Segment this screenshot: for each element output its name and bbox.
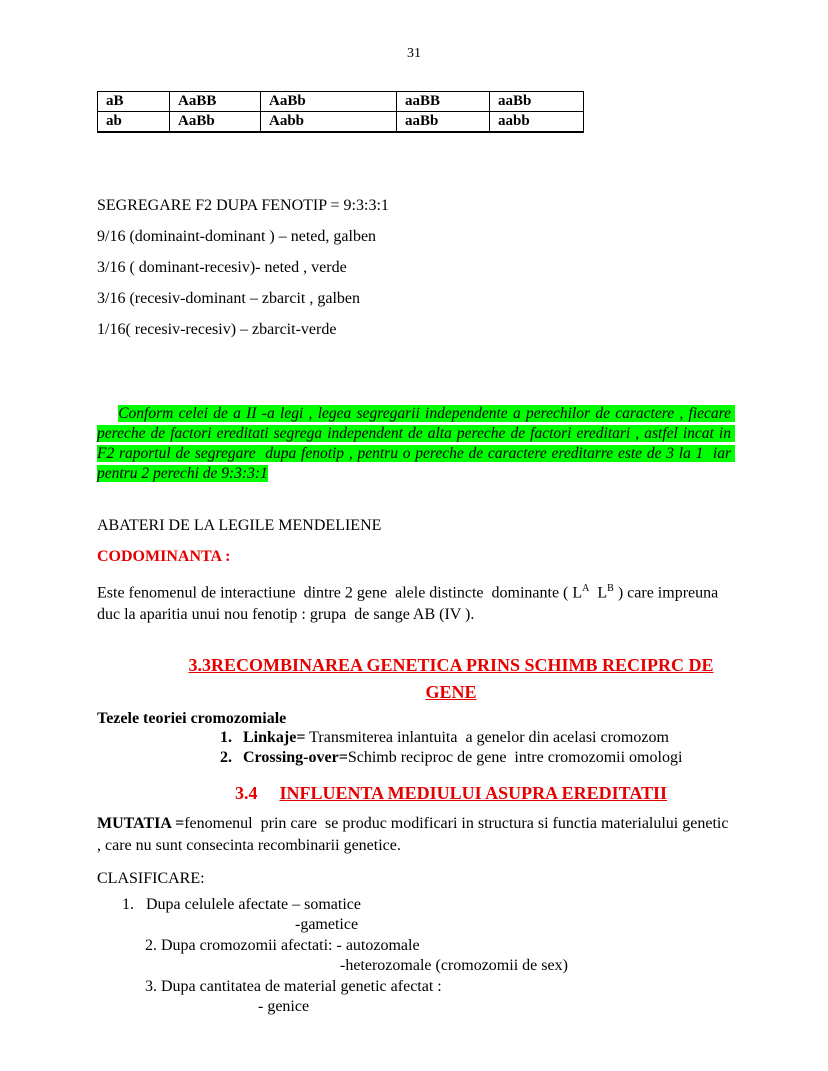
- clasificare-item: 1. Dupa celulele afectate – somatice: [122, 895, 361, 913]
- highlighted-note: [97, 384, 735, 504]
- codominanta-heading: CODOMINANTA :: [97, 547, 231, 565]
- table-cell: aabb: [490, 112, 584, 132]
- table-cell: aaBb: [397, 112, 490, 132]
- table-cell: aB: [98, 92, 170, 112]
- item-term: Crossing-over=: [243, 748, 348, 766]
- tezele-heading: Tezele teoriei cromozomiale: [97, 709, 287, 727]
- table-cell: aaBB: [397, 92, 490, 112]
- table-row: [98, 92, 584, 112]
- item-term: Linkaje=: [243, 728, 306, 746]
- item-number: 2.: [220, 748, 232, 766]
- table-cell: AaBB: [170, 92, 261, 112]
- clasificare-item: 2. Dupa cromozomii afectati: - autozomale: [145, 936, 420, 954]
- table-row: [98, 112, 584, 132]
- segregation-title: SEGREGARE F2 DUPA FENOTIP = 9:3:3:1: [97, 196, 389, 214]
- abateri-heading: ABATERI DE LA LEGILE MENDELIENE: [97, 516, 382, 534]
- genotype-table: [97, 91, 584, 133]
- section-3-3-heading: [97, 652, 731, 706]
- codominanta-body: [97, 578, 731, 626]
- mutatia-text: fenomenul prin care se produc modificari in structura si functia materialului genetic , care nu sunt consecinta recombinarii genetice.: [97, 814, 733, 854]
- codominanta-body-part3: ) care impreuna duc la aparitia unui nou fenotip : grupa de sange AB (IV ).: [97, 583, 723, 623]
- heading-line: GENE: [425, 681, 477, 702]
- superscript-allele-a: A: [582, 582, 590, 594]
- segregation-line: 1/16( recesiv-recesiv) – zbarcit-verde: [97, 320, 337, 338]
- table-cell: AaBb: [261, 92, 397, 112]
- codominanta-body-part2: L: [589, 583, 608, 601]
- section-3-4-heading: [97, 780, 731, 807]
- highlighted-note-text: Conform celei de a II -a legi , legea segregarii independente a perechilor de caractere , fiecare pereche de factori ereditati segrega independent de alta pereche de factori ereditari , astfel incat in F2 raportul de segregare dupa fenotip , pentru o pereche de caractere ereditarre este de 3 la 1 iar pentru 2 perechi de 9:3:3:1: [97, 404, 735, 482]
- clasificare-subitem: -gametice: [295, 916, 359, 934]
- superscript-allele-b: B: [607, 582, 614, 594]
- mutatia-paragraph: [97, 813, 731, 857]
- table-cell: Aabb: [261, 112, 397, 132]
- mutatia-term: MUTATIA =: [97, 814, 185, 832]
- table-cell: ab: [98, 112, 170, 132]
- item-text: Transmiterea inlantuita a genelor din acelasi cromozom: [305, 728, 669, 746]
- clasificare-item: 3. Dupa cantitatea de material genetic afectat :: [145, 977, 442, 995]
- segregation-line: 3/16 (recesiv-dominant – zbarcit , galben: [97, 289, 361, 307]
- section-number: 3.4: [234, 782, 258, 803]
- section-title: INFLUENTA MEDIULUI ASUPRA EREDITATII: [279, 782, 668, 803]
- clasificare-subitem: - genice: [258, 998, 310, 1016]
- tezele-item: [220, 728, 731, 748]
- item-text: Schimb reciproc de gene intre cromozomii omologi: [347, 748, 683, 766]
- item-number: 1.: [220, 728, 232, 746]
- tezele-item: [220, 748, 731, 768]
- segregation-line: 9/16 (dominaint-dominant ) – neted, galben: [97, 227, 377, 245]
- clasificare-heading: CLASIFICARE:: [97, 869, 205, 887]
- codominanta-body-part1: Este fenomenul de interactiune dintre 2 gene alele distincte dominante ( L: [97, 583, 583, 601]
- heading-line: 3.3RECOMBINAREA GENETICA PRINS SCHIMB RECIPRC DE: [188, 654, 714, 675]
- table-cell: aaBb: [490, 92, 584, 112]
- clasificare-subitem: -heterozomale (cromozomii de sex): [340, 957, 568, 975]
- segregation-line: 3/16 ( dominant-recesiv)- neted , verde: [97, 258, 347, 276]
- table-cell: AaBb: [170, 112, 261, 132]
- page-number: 31: [407, 46, 421, 61]
